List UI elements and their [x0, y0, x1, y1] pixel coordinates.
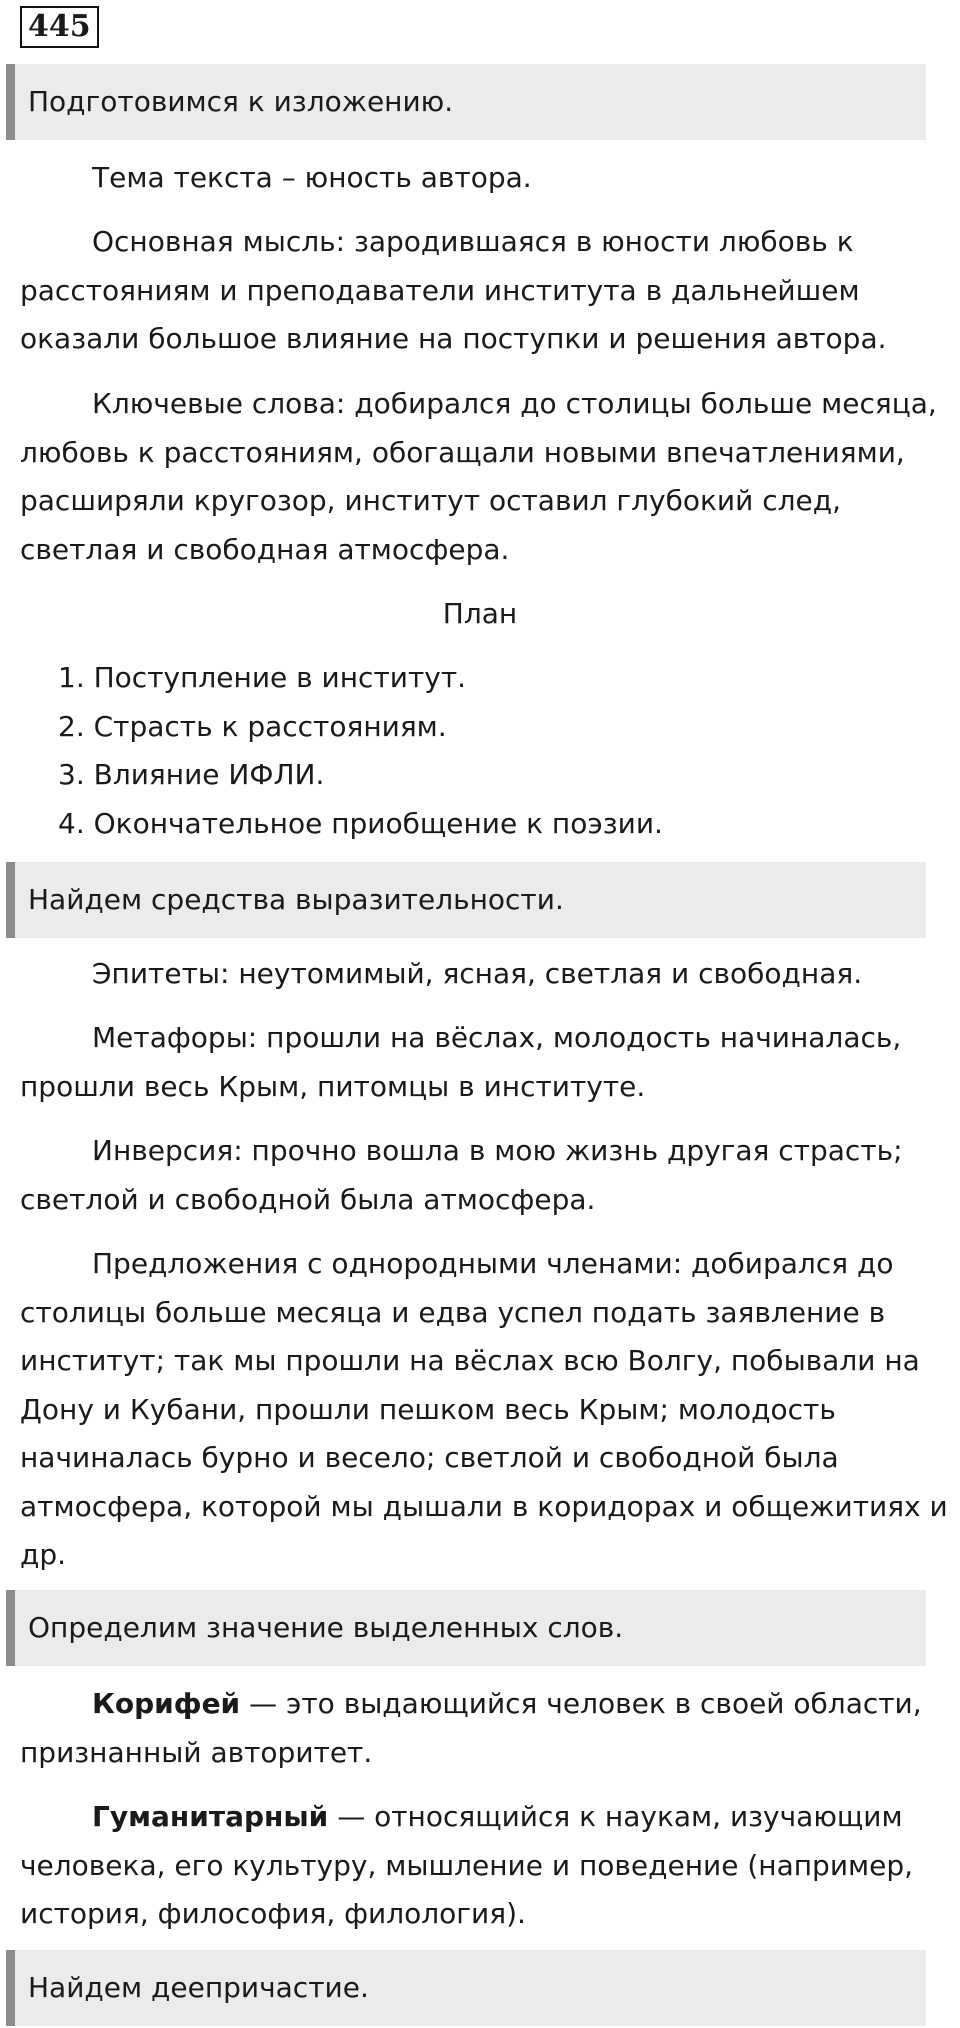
main-idea-paragraph: Основная мысль: зародившаяся в юности любовь к расстояниям и преподаватели института в дальнейшем оказали большое влияние на поступки и решения автора.: [20, 225, 887, 355]
homogeneous-paragraph: Предложения с однородными членами: добирался до столицы больше месяца и едва успел подать заявление в институт; так мы прошли на вёслах всю Волгу, побывали на Дону и Кубани, прошли пешком весь Крым; молодость начиналась бурно и весело; светлой и свободной была атмосфера, которой мы дышали в коридорах и общежитиях и др.: [20, 1247, 948, 1571]
epithets-paragraph: Эпитеты: неутомимый, ясная, светлая и свободная.: [92, 957, 863, 990]
plan-list: [58, 654, 938, 848]
definition-text: — это выдающийся человек в своей области, признанный авторитет.: [20, 1687, 922, 1769]
definition-paragraph: [20, 1680, 950, 1777]
section-heading-participle: Найдем деепричастие.: [6, 1950, 926, 2026]
metaphors-paragraph: Метафоры: прошли на вёслах, молодость начиналась, прошли весь Крым, питомцы в институте.: [20, 1021, 902, 1103]
inversion-paragraph: Инверсия: прочно вошла в мою жизнь другая страсть; светлой и свободной была атмосфера.: [20, 1134, 903, 1216]
plan-item: 3. Влияние ИФЛИ.: [58, 758, 325, 791]
theme-paragraph: Тема текста – юность автора.: [92, 161, 532, 194]
exercise-number: 445: [20, 6, 99, 48]
plan-item: 4. Окончательное приобщение к поэзии.: [58, 806, 663, 840]
definition-text: — относящийся к наукам, изучающим человека, его культуру, мышление и поведение (например, история, философия, филология).: [20, 1800, 914, 1930]
plan-title: План: [442, 597, 518, 630]
plan-item: 1. Поступление в институт.: [58, 661, 467, 694]
keywords-paragraph: Ключевые слова: добирался до столицы больше месяца, любовь к расстояниям, обогащали новыми впечатлениями, расширяли кругозор, институт оставил глубокий след, светлая и свободная атмосфера.: [20, 387, 937, 566]
section-heading-devices: Найдем средства выразительности.: [6, 862, 926, 938]
definition-paragraph: [20, 1793, 950, 1939]
section-heading-definitions: Определим значение выделенных слов.: [6, 1590, 926, 1666]
definition-term: Корифей: [92, 1687, 241, 1720]
definition-term: Гуманитарный: [92, 1800, 329, 1833]
section-heading-prep: Подготовимся к изложению.: [6, 64, 926, 140]
plan-item: 2. Страсть к расстояниям.: [58, 709, 447, 743]
